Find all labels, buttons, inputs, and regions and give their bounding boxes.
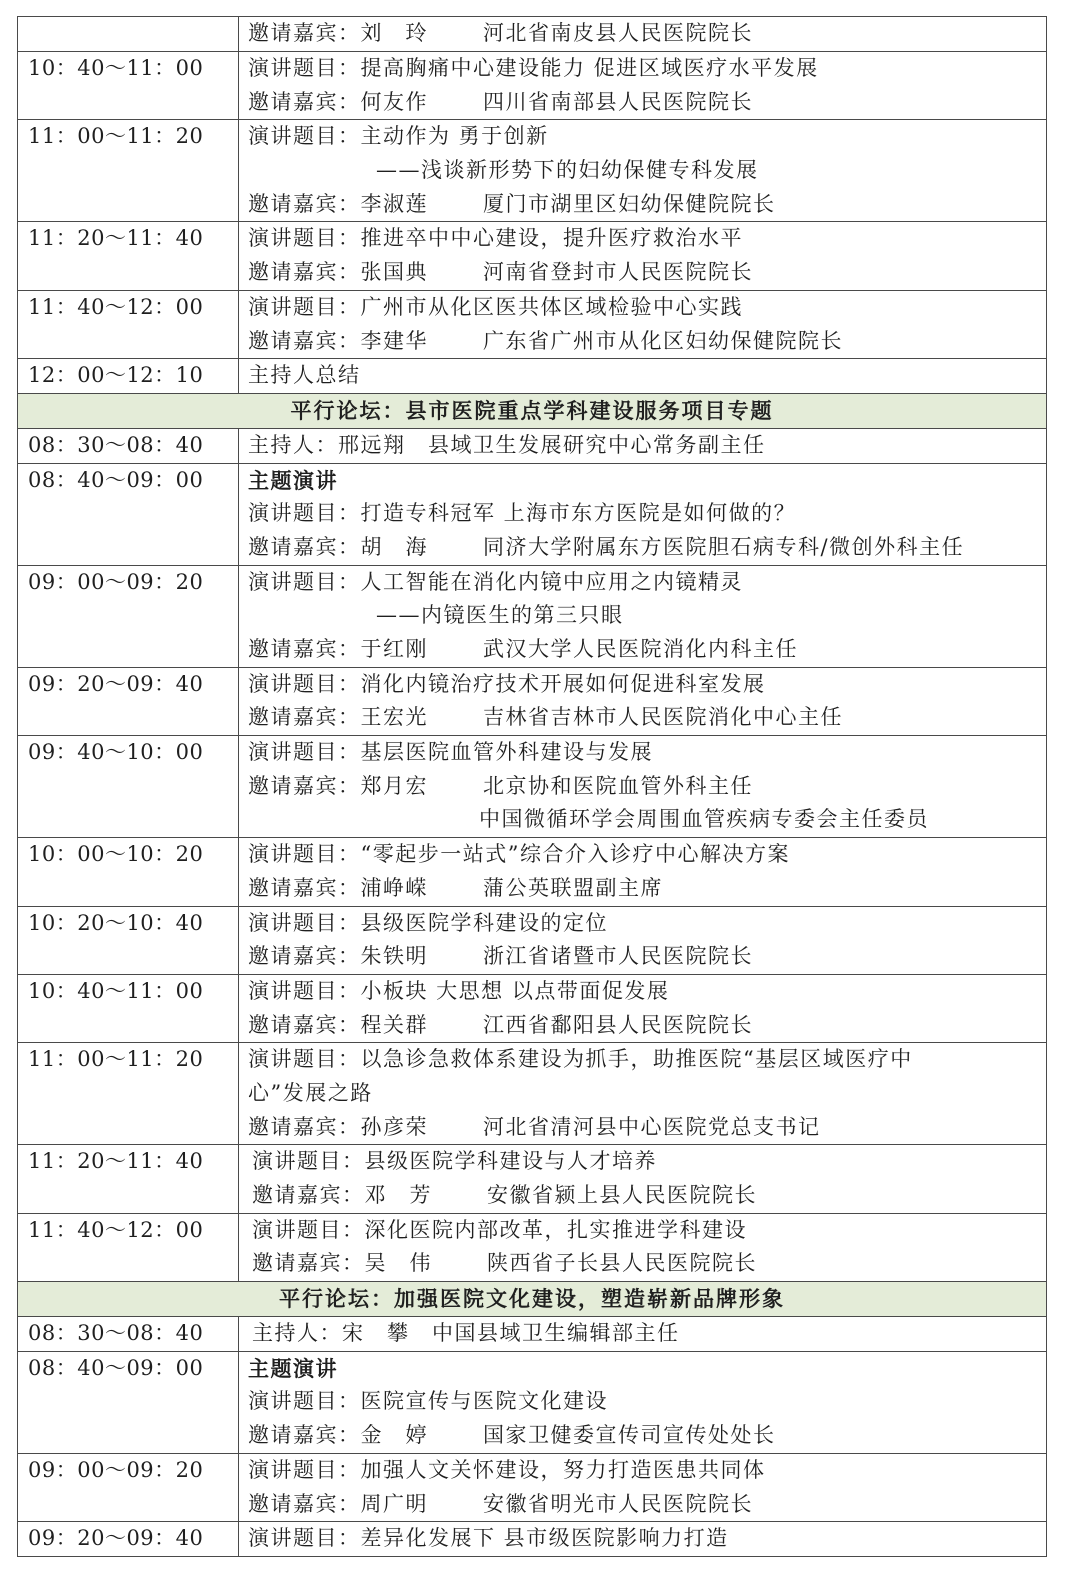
topic-line bbox=[248, 907, 1046, 941]
content-cell bbox=[239, 974, 1047, 1042]
topic-text: 县级医院学科建设的定位 bbox=[360, 910, 608, 935]
table-row bbox=[18, 1213, 1047, 1281]
topic-text: 加强人文关怀建设，努力打造医患共同体 bbox=[360, 1457, 766, 1482]
guest-line bbox=[252, 1247, 1046, 1281]
content-cell bbox=[239, 838, 1047, 906]
guest-affiliation: 蒲公英联盟副主席 bbox=[483, 875, 663, 900]
topic-label: 演讲题目： bbox=[248, 501, 361, 526]
time-cell: 11：20～11：40 bbox=[18, 1145, 239, 1213]
guest-line bbox=[248, 256, 1046, 290]
guest-affiliation: 河南省登封市人民医院院长 bbox=[483, 260, 753, 285]
guest-label: 邀请嘉宾： bbox=[248, 944, 361, 969]
content-cell bbox=[239, 736, 1047, 838]
subtopic-line: ——内镜医生的第三只眼 bbox=[376, 603, 624, 628]
topic-line bbox=[248, 566, 1046, 600]
content-cell bbox=[239, 120, 1047, 222]
guest-label: 邀请嘉宾： bbox=[248, 773, 361, 798]
time-cell: 09：20～09：40 bbox=[18, 667, 239, 735]
guest-affiliation: 广东省广州市从化区妇幼保健院院长 bbox=[483, 328, 843, 353]
topic-text: 推进卒中中心建设，提升医疗救治水平 bbox=[360, 226, 743, 251]
topic-label: 演讲题目： bbox=[248, 671, 361, 696]
host-line bbox=[248, 429, 1046, 463]
guest-name: 李建华 bbox=[360, 328, 428, 353]
guest-affiliation: 武汉大学人民医院消化内科主任 bbox=[483, 637, 798, 662]
topic-label: 演讲题目： bbox=[252, 1217, 365, 1242]
table-row bbox=[18, 359, 1047, 394]
host-name: 宋 攀 bbox=[342, 1320, 410, 1345]
host-label: 主持人： bbox=[248, 432, 338, 457]
topic-text: 小板块 大思想 以点带面促发展 bbox=[360, 978, 670, 1003]
summary-text: 主持人总结 bbox=[248, 363, 361, 388]
topic-text: 基层医院血管外科建设与发展 bbox=[360, 740, 653, 765]
content-cell bbox=[239, 1522, 1047, 1557]
table-row bbox=[18, 222, 1047, 290]
table-row bbox=[18, 1316, 1047, 1351]
guest-affiliation: 浙江省诸暨市人民医院院长 bbox=[483, 944, 753, 969]
time-cell: 11：00～11：20 bbox=[18, 120, 239, 222]
topic-text: 县级医院学科建设与人才培养 bbox=[364, 1149, 657, 1174]
table-row bbox=[18, 1522, 1047, 1557]
time-cell: 08：30～08：40 bbox=[18, 428, 239, 463]
guest-affiliation: 同济大学附属东方医院胆石病专科/微创外科主任 bbox=[483, 534, 965, 559]
time-cell: 11：40～12：00 bbox=[18, 290, 239, 358]
topic-text: 深化医院内部改革，扎实推进学科建设 bbox=[364, 1217, 747, 1242]
time-cell: 10：00～10：20 bbox=[18, 838, 239, 906]
topic-text: 提高胸痛中心建设能力 促进区域医疗水平发展 bbox=[360, 56, 819, 80]
guest-affiliation: 江西省鄱阳县人民医院院长 bbox=[483, 1012, 753, 1037]
topic-label: 演讲题目： bbox=[248, 226, 361, 251]
guest-line bbox=[248, 325, 1046, 359]
content-cell bbox=[239, 52, 1047, 120]
guest-label: 邀请嘉宾： bbox=[248, 875, 361, 900]
topic-line bbox=[248, 668, 1046, 702]
keynote-label: 主题演讲 bbox=[248, 467, 338, 493]
time-cell bbox=[18, 17, 239, 52]
guest-name: 孙彦荣 bbox=[360, 1114, 428, 1139]
section-title: 平行论坛：县市医院重点学科建设服务项目专题 bbox=[18, 394, 1047, 429]
topic-line bbox=[248, 497, 1046, 531]
subtopic-line: ——浅谈新形势下的妇幼保健专科发展 bbox=[376, 158, 759, 183]
topic-continuation: 心”发展之路 bbox=[248, 1080, 373, 1105]
topic-line bbox=[248, 52, 1046, 86]
content-cell bbox=[239, 1453, 1047, 1521]
host-affiliation: 县域卫生发展研究中心常务副主任 bbox=[428, 432, 766, 457]
content-cell bbox=[239, 1213, 1047, 1281]
section-title: 平行论坛：加强医院文化建设，塑造崭新品牌形象 bbox=[18, 1282, 1047, 1317]
guest-name: 周广明 bbox=[360, 1491, 428, 1516]
host-affiliation: 中国县域卫生编辑部主任 bbox=[432, 1320, 680, 1345]
table-row bbox=[18, 428, 1047, 463]
guest-line bbox=[248, 701, 1046, 735]
guest-line bbox=[248, 872, 1046, 906]
guest-name: 胡 海 bbox=[360, 534, 428, 559]
guest-affiliation: 国家卫健委宣传司宣传处处长 bbox=[483, 1423, 776, 1448]
topic-text: 人工智能在消化内镜中应用之内镜精灵 bbox=[360, 569, 743, 594]
guest-affiliation: 陕西省子长县人民医院院长 bbox=[487, 1251, 757, 1276]
guest-label: 邀请嘉宾： bbox=[248, 89, 361, 114]
guest-label: 邀请嘉宾： bbox=[252, 1251, 365, 1276]
content-cell bbox=[239, 359, 1047, 394]
table-row bbox=[18, 906, 1047, 974]
guest-name: 邓 芳 bbox=[364, 1183, 432, 1208]
topic-line bbox=[248, 1522, 1046, 1556]
content-cell bbox=[239, 17, 1047, 52]
topic-text: 差异化发展下 县市级医院影响力打造 bbox=[360, 1526, 729, 1551]
topic-text: 广州市从化区医共体区域检验中心实践 bbox=[360, 294, 743, 319]
topic-text: 消化内镜治疗技术开展如何促进科室发展 bbox=[360, 671, 766, 696]
guest-label: 邀请嘉宾： bbox=[248, 1114, 361, 1139]
time-cell: 09：20～09：40 bbox=[18, 1522, 239, 1557]
table-row bbox=[18, 565, 1047, 667]
guest-label: 邀请嘉宾： bbox=[248, 21, 361, 45]
topic-line bbox=[248, 975, 1046, 1009]
topic-label: 演讲题目： bbox=[248, 978, 361, 1003]
guest-line bbox=[252, 1179, 1046, 1213]
content-cell bbox=[239, 667, 1047, 735]
topic-label: 演讲题目： bbox=[248, 569, 361, 594]
topic-line bbox=[248, 1043, 1046, 1077]
guest-affiliation: 吉林省吉林市人民医院消化中心主任 bbox=[483, 705, 843, 730]
guest-name: 张国典 bbox=[360, 260, 428, 285]
time-cell: 09：00～09：20 bbox=[18, 565, 239, 667]
guest-label: 邀请嘉宾： bbox=[248, 260, 361, 285]
guest-name: 金 婷 bbox=[360, 1423, 428, 1448]
guest-label: 邀请嘉宾： bbox=[248, 637, 361, 662]
topic-label: 演讲题目： bbox=[248, 124, 361, 149]
topic-label: 演讲题目： bbox=[252, 1149, 365, 1174]
content-cell bbox=[239, 428, 1047, 463]
topic-line bbox=[252, 1145, 1046, 1179]
guest-affiliation-2: 中国微循环学会周围血管疾病专委会主任委员 bbox=[479, 807, 929, 832]
time-cell: 10：20～10：40 bbox=[18, 906, 239, 974]
guest-affiliation: 安徽省明光市人民医院院长 bbox=[483, 1491, 753, 1516]
guest-affiliation: 北京协和医院血管外科主任 bbox=[483, 773, 753, 798]
guest-label: 邀请嘉宾： bbox=[248, 1012, 361, 1037]
time-cell: 11：40～12：00 bbox=[18, 1213, 239, 1281]
time-cell: 11：00～11：20 bbox=[18, 1043, 239, 1145]
guest-line bbox=[248, 188, 1046, 222]
topic-label: 演讲题目： bbox=[248, 1389, 361, 1414]
topic-text: 医院宣传与医院文化建设 bbox=[360, 1389, 608, 1414]
time-cell: 08：40～09：00 bbox=[18, 1351, 239, 1453]
guest-name: 吴 伟 bbox=[364, 1251, 432, 1276]
topic-line bbox=[248, 222, 1046, 256]
topic-text: 主动作为 勇于创新 bbox=[360, 124, 549, 149]
topic-text: “零起步一站式”综合介入诊疗中心解决方案 bbox=[360, 842, 790, 867]
guest-label: 邀请嘉宾： bbox=[248, 534, 361, 559]
time-cell: 08：40～09：00 bbox=[18, 463, 239, 565]
content-cell bbox=[239, 1043, 1047, 1145]
topic-label: 演讲题目： bbox=[248, 910, 361, 935]
content-cell bbox=[239, 222, 1047, 290]
guest-name: 王宏光 bbox=[360, 705, 428, 730]
topic-label: 演讲题目： bbox=[248, 1526, 361, 1551]
time-cell: 10：40～11：00 bbox=[18, 974, 239, 1042]
host-label: 主持人： bbox=[252, 1320, 342, 1345]
host-line bbox=[252, 1317, 1046, 1351]
table-row bbox=[18, 1145, 1047, 1213]
guest-label: 邀请嘉宾： bbox=[248, 191, 361, 216]
guest-line bbox=[248, 1009, 1046, 1043]
table-row bbox=[18, 290, 1047, 358]
content-cell bbox=[239, 906, 1047, 974]
guest-affiliation: 厦门市湖里区妇幼保健院院长 bbox=[483, 191, 776, 216]
guest-line bbox=[248, 86, 1046, 120]
guest-name: 刘 玲 bbox=[360, 21, 428, 45]
guest-label: 邀请嘉宾： bbox=[248, 1491, 361, 1516]
topic-label: 演讲题目： bbox=[248, 740, 361, 765]
guest-name: 程关群 bbox=[360, 1012, 428, 1037]
table-row bbox=[18, 736, 1047, 838]
schedule-table bbox=[17, 16, 1047, 1557]
guest-affiliation: 四川省南部县人民医院院长 bbox=[483, 89, 753, 114]
time-cell: 10：40～11：00 bbox=[18, 52, 239, 120]
guest-name: 郑月宏 bbox=[360, 773, 428, 798]
time-cell: 11：20～11：40 bbox=[18, 222, 239, 290]
guest-name: 于红刚 bbox=[360, 637, 428, 662]
topic-label: 演讲题目： bbox=[248, 294, 361, 319]
guest-affiliation: 安徽省颍上县人民医院院长 bbox=[487, 1183, 757, 1208]
topic-line bbox=[248, 838, 1046, 872]
topic-line bbox=[248, 291, 1046, 325]
guest-name: 浦峥嵘 bbox=[360, 875, 428, 900]
topic-text: 以急诊急救体系建设为抓手，助推医院“基层区域医疗中 bbox=[360, 1047, 913, 1072]
guest-line bbox=[248, 1419, 1046, 1453]
table-row bbox=[18, 120, 1047, 222]
guest-line bbox=[248, 1488, 1046, 1522]
section-header-row bbox=[18, 1282, 1047, 1317]
guest-affiliation: 河北省清河县中心医院党总支书记 bbox=[483, 1114, 821, 1139]
guest-name: 朱铁明 bbox=[360, 944, 428, 969]
table-row bbox=[18, 463, 1047, 565]
topic-label: 演讲题目： bbox=[248, 56, 361, 80]
table-row bbox=[18, 52, 1047, 120]
table-row bbox=[18, 838, 1047, 906]
topic-label: 演讲题目： bbox=[248, 1457, 361, 1482]
time-cell: 12：00～12：10 bbox=[18, 359, 239, 394]
guest-label: 邀请嘉宾： bbox=[248, 328, 361, 353]
topic-label: 演讲题目： bbox=[248, 1047, 361, 1072]
content-cell bbox=[239, 1145, 1047, 1213]
topic-label: 演讲题目： bbox=[248, 842, 361, 867]
table-row bbox=[18, 1043, 1047, 1145]
content-cell bbox=[239, 463, 1047, 565]
guest-label: 邀请嘉宾： bbox=[248, 1423, 361, 1448]
table-row bbox=[18, 17, 1047, 52]
guest-line bbox=[248, 770, 1046, 804]
host-name: 邢远翔 bbox=[338, 432, 406, 457]
guest-line bbox=[248, 633, 1046, 667]
guest-line bbox=[248, 940, 1046, 974]
topic-line bbox=[248, 120, 1046, 154]
section-header-row bbox=[18, 394, 1047, 429]
table-row bbox=[18, 1351, 1047, 1453]
guest-line bbox=[248, 531, 1046, 565]
guest-line bbox=[248, 1111, 1046, 1145]
guest-label: 邀请嘉宾： bbox=[252, 1183, 365, 1208]
time-cell: 09：40～10：00 bbox=[18, 736, 239, 838]
table-row bbox=[18, 1453, 1047, 1521]
time-cell: 08：30～08：40 bbox=[18, 1316, 239, 1351]
guest-name: 何友作 bbox=[360, 89, 428, 114]
topic-line bbox=[252, 1214, 1046, 1248]
topic-line bbox=[248, 736, 1046, 770]
guest-label: 邀请嘉宾： bbox=[248, 705, 361, 730]
topic-text: 打造专科冠军 上海市东方医院是如何做的？ bbox=[360, 501, 797, 526]
table-row bbox=[18, 667, 1047, 735]
keynote-label: 主题演讲 bbox=[248, 1355, 338, 1381]
guest-line bbox=[248, 17, 1046, 51]
guest-affiliation: 河北省南皮县人民医院院长 bbox=[483, 21, 753, 45]
table-row bbox=[18, 974, 1047, 1042]
time-cell: 09：00～09：20 bbox=[18, 1453, 239, 1521]
topic-line bbox=[248, 1454, 1046, 1488]
content-cell bbox=[239, 1351, 1047, 1453]
guest-name: 李淑莲 bbox=[360, 191, 428, 216]
content-cell bbox=[239, 290, 1047, 358]
content-cell bbox=[239, 1316, 1047, 1351]
topic-line bbox=[248, 1385, 1046, 1419]
content-cell bbox=[239, 565, 1047, 667]
